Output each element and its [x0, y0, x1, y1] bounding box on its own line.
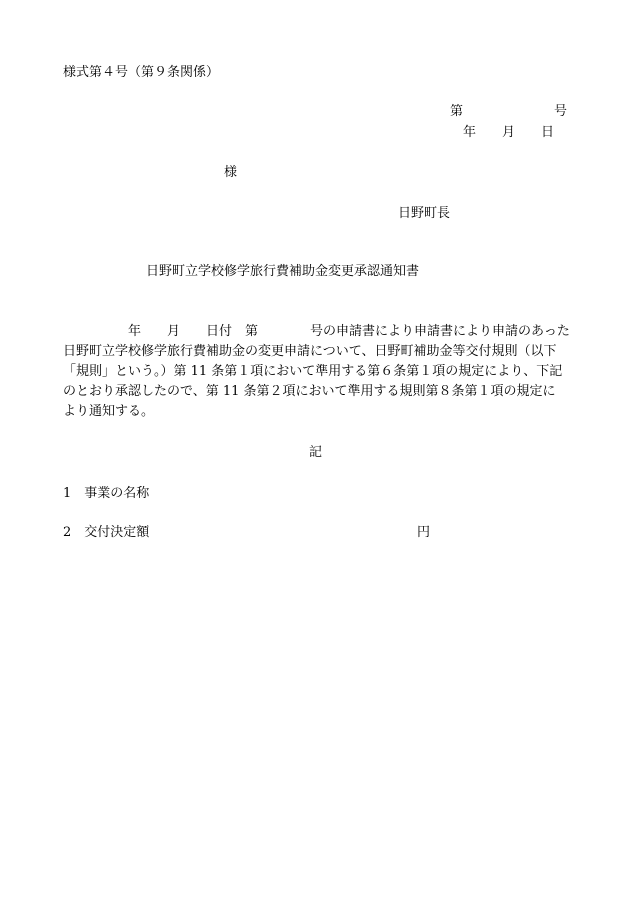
document-number-line: 第 号 — [450, 104, 568, 119]
document-date-line: 年 月 日 — [463, 125, 555, 140]
body-line: 日野町立学校修学旅行費補助金の変更申請について、日野町補助金等交付規則（以下 — [63, 344, 557, 359]
body-paragraph — [63, 322, 573, 422]
item-grant-amount: 2 交付決定額 — [63, 525, 150, 540]
yen-unit: 円 — [417, 525, 431, 540]
body-line: 「規則」という。）第 11 条第１項において準用する第６条第１項の規定により、下記 — [63, 364, 563, 379]
issuer-name: 日野町長 — [398, 206, 451, 221]
body-line: より通知する。 — [63, 404, 155, 419]
item-project-name: 1 事業の名称 — [63, 486, 150, 501]
addressee-suffix: 様 — [224, 165, 238, 180]
document-title: 日野町立学校修学旅行費補助金変更承認通知書 — [146, 264, 420, 279]
body-line: 年 月 日付 第 号の申請書により申請書により申請のあった — [63, 324, 570, 339]
body-line: のとおり承認したので、第 11 条第２項において準用する規則第８条第１項の規定に — [63, 384, 556, 399]
ki-heading: 記 — [309, 445, 323, 460]
form-label: 様式第４号（第９条関係） — [63, 65, 220, 80]
